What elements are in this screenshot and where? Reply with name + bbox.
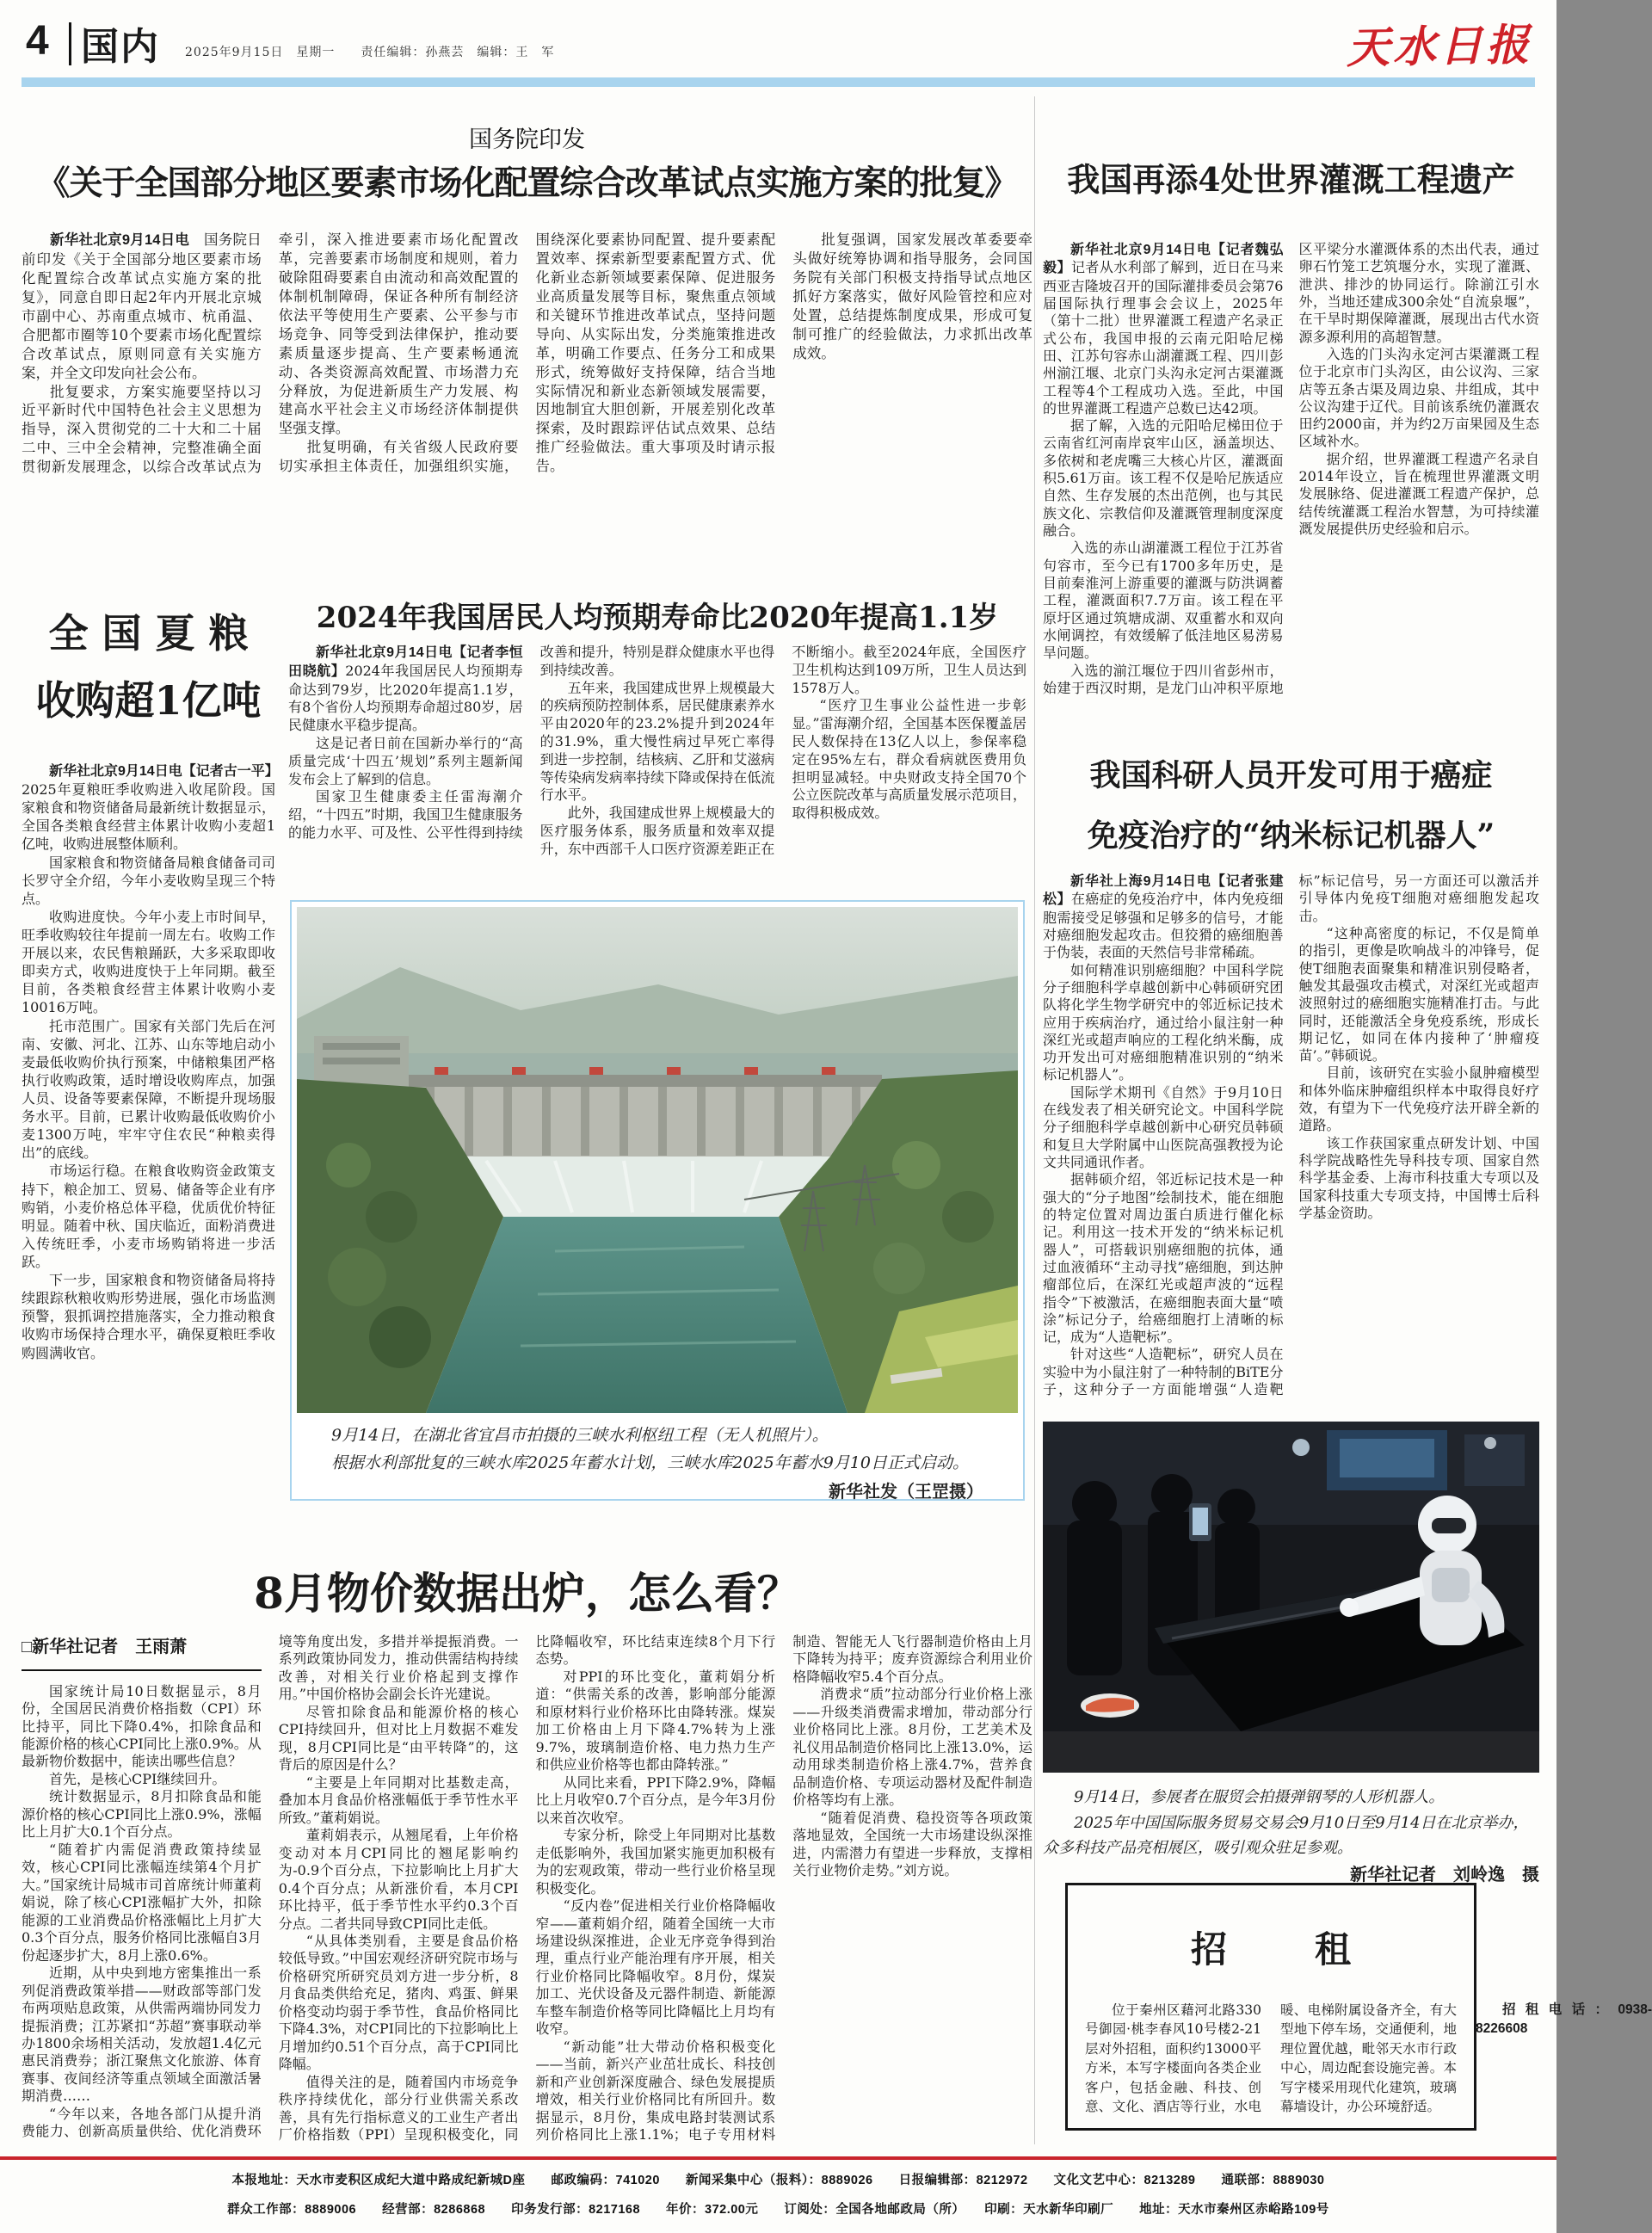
cpi-story-body <box>22 1633 1032 2150</box>
paragraph: “医疗卫生事业公益性进一步彰显。”雷海潮介绍，全国基本医保覆盖居民人数保持在13亿人以上，参保率稳定在95%左右，群众看病就医费用负担明显减轻。中央财政支持全国70个公立医院改革与高质量发展示范项目，取得积极成效。 <box>792 697 1026 822</box>
paragraph: “新动能”壮大带动价格积极变化——当前，新兴产业茁壮成长、科技创新和产业创新深度融合、绿色发展提质增效，相关行业价格同比有所回升。数据显示，8月份，集成电路封装测试系列价格同比上涨1.1%；电子专用材料制造、智能无人飞行器制造价格由上月下降转为持平；废弃资源综合利用业价格降幅收窄5.4个百分点。 <box>535 1633 1032 2144</box>
paragraph: 消费求“质”拉动部分行业价格上涨——升级类消费需求增加，带动部分行业价格同比上涨。8月份，工艺美术及礼仪用品制造价格同比上涨13.0%，运动用球类制造价格上涨4.7%，营养食品制造价格、专项运动器材及配件制造价格等均有上涨。 <box>792 1686 1032 1809</box>
footer-line1: 本报地址：天水市麦积区成纪大道中路成纪新城D座 邮政编码：741020 新闻采集中心（报料）：8889026 日报编辑部：8212972 文化文艺中心：8213289 通联部：8889030 <box>231 2174 1325 2187</box>
nano-headline-line2: 免疫治疗的“纳米标记机器人” <box>1087 817 1495 854</box>
paragraph: “主要是上年同期对比基数走高，叠加本月食品价格涨幅低于季节性水平所致。”董莉娟说。 <box>278 1773 519 1826</box>
paragraph: 董莉娟表示，从翘尾看，上年价格变动对本月CPI同比的翘尾影响约为-0.9个百分点，下拉影响比上月扩大0.4个百分点；从新涨价看，本月CPI环比持平，低于季节性水平约0.3个百分点。二者共同导致CPI同比走低。 <box>278 1827 519 1932</box>
column-rule <box>1034 96 1035 2144</box>
paragraph: 新华社上海9月14日电【记者张建松】在癌症的免疫治疗中，体内免疫细胞需接受足够强和足够多的信号，才能对癌细胞发起攻击。但狡猾的癌细胞善于伪装，表面的天然信号非常稀疏。 <box>1043 874 1284 961</box>
masthead-logo: 天水日报 <box>1346 19 1533 73</box>
paragraph: “从具体类别看，主要是食品价格较低导致。”中国宏观经济研究院市场与价格研究所研究员刘方进一步分析，8月食品类供给充足，猪肉、鸡蛋、鲜果价格变动均弱于季节性，食品价格同比下降4.3%，对CPI同比的下拉影响比上月增加约0.51个百分点，高于CPI同比降幅。 <box>278 1932 519 2073</box>
paragraph: “随着促消费、稳投资等各项政策落地显效，全国统一大市场建设纵深推进，内需潜力有望进一步释放，支撑相关行业物价走势。”刘方说。 <box>792 1809 1032 1879</box>
robot-photo-caption <box>1043 1785 1539 1890</box>
paragraph: 位于秦州区藉河北路330号御园·桃李春风10号楼2-21层对外招租，面积约13000平方米，本写字楼面向各类企业客户，包括金融、科技、创意、文化、酒店等行业，水电暖、电梯附属设备齐全，有大型地下停车场，交通便利，地理位置优越，毗邻天水市行政中心，周边配套设施完善。本写字楼采用现代化建筑，玻璃幕墙设计，办公环境舒适。 <box>1085 2002 1457 2115</box>
paragraph: 专家分析，除受上年同期对比基数走低影响外，我国加紧实施更加积极有为的宏观政策，带动一些行业价格呈现积极变化。 <box>535 1827 776 1897</box>
caption-text: 根据水利部批复的三峡水库2025年蓄水计划，三峡水库2025年蓄水9月10日正式启动。 <box>331 1453 969 1473</box>
paragraph: 入选的赤山湖灌溉工程位于江苏省句容市，至今已有1700多年历史，是目前秦淮河上游重要的灌溉与防洪调蓄工程，灌溉面积7.7万亩。该工程在平原圩区通过筑塘成湖、双重蓄水和双向水闸调控，有效缓解了低洼地区易涝易旱问题。 <box>1043 540 1284 662</box>
paragraph: “这种高密度的标记，不仅是简单的指引，更像是吹响战斗的冲锋号，促使T细胞表面聚集和精准识别侵略者，触发其最强攻击模式，对深红光或超声波照射过的癌细胞实施精准打击。与此同时，还能激活全身免疫系统，形成长期记忆，如同在体内接种了‘肿瘤疫苗’。”韩硕说。 <box>1298 924 1539 1064</box>
paragraph: 批复要求，方案实施要坚持以习近平新时代中国特色社会主义思想为指导，深入贯彻党的二十大和二十届二中、三中全会精神，完整准确全面贯彻新发展理念，以综合改革试点为牵引，深入推进要素市场化配置改革，完善要素市场制度和规则，着力破除阻碍要素自由流动和高效配置的体制机制障碍，保证各种所有制经济依法平等使用生产要素、公平参与市场竞争、同等受到法律保护，推动要素质量逐步提高、生产要素畅通流动、各类资源高效配置、市场潜力充分释放，为促进新质生产力发展、构建高水平社会主义市场经济体制提供坚强支撑。 <box>22 231 519 476</box>
caption-text: 2025年中国国际服务贸易交易会9月10日至9月14日在北京举办，众多科技产品亮相展区，吸引观众驻足参观。 <box>1043 1813 1529 1858</box>
header-divider <box>69 22 71 65</box>
irrigation-story-body <box>1043 241 1539 714</box>
header-dateline: 2025年9月15日 星期一 责任编辑：孙燕芸 编辑：王 军 <box>185 46 555 59</box>
paragraph: 新华社北京9月14日电【记者古一平】2025年夏粮旺季收购进入收尾阶段。国家粮食和物资储备局最新统计数据显示，全国各类粮食经营主体累计收购小麦超1亿吨，收购进展整体顺利。 <box>22 764 279 853</box>
page-number: 4 <box>26 18 49 64</box>
paragraph: 对PPI的环比变化，董莉娟分析道：“供需关系的改善，影响部分能源和原材料行业价格环比由降转涨。煤炭加工价格由上月下降4.7%转为上涨9.7%，玻璃制造价格、电力热力生产和供应业价格等也都由降转涨。” <box>535 1668 776 1773</box>
paragraph: 托市范围广。国家有关部门先后在河南、安徽、河北、江苏、山东等地启动小麦最低收购价执行预案，中储粮集团严格执行收购政策，适时增设收购库点，加强人员、设备等要素保障，不断提升现场服务水平。目前，已累计收购最低收购价小麦1300万吨，牢牢守住农民“种粮卖得出”的底线。 <box>22 1017 275 1162</box>
paragraph: 入选的湔江堰位于四川省彭州市，始建于西汉时期，是龙门山冲积平原地区平梁分水灌溉体系的杰出代表，通过卵石竹笼工艺筑堰分水，实现了灌溉、泄洪、排沙的协同运行。除湔江引水外，当地还建成300余处“自流泉堰”，在干旱时期保障灌溉，展现出古代水资源多源利用的高超智慧。 <box>1043 241 1539 696</box>
irrigation-story-headline: 我国再添4处世界灌溉工程遗产 <box>1067 160 1515 199</box>
grain-story-headline-line2: 收购超1亿吨 <box>35 677 262 724</box>
paragraph: 统计数据显示，8月扣除食品和能源价格的核心CPI同比上涨0.9%，涨幅比上月扩大0.1个百分点。 <box>22 1788 262 1841</box>
paragraph: “反内卷”促进相关行业价格降幅收窄——董莉娟介绍，随着全国统一大市场建设纵深推进，企业无序竞争得到治理，重点行业产能治理有序开展，相关行业价格同比降幅收窄。8月份，煤炭加工、光伏设备及元器件制造、新能源车整车制造价格等同比降幅比上月均有收窄。 <box>535 1897 776 2038</box>
three-gorges-caption <box>292 1413 1023 1502</box>
paragraph: 收购进度快。今年小麦上市时间早，旺季收购较往年提前一周左右。收购工作开展以来，农民售粮踊跃，大多采取即收即卖方式，收购进度快于上年同期。截至目前，各类粮食经营主体累计收购小麦10016万吨。 <box>22 908 275 1016</box>
paragraph: 值得关注的是，随着国内市场竞争秩序持续优化，部分行业供需关系改善，具有先行指标意义的工业生产者出厂价格指数（PPI）呈现积极变化，同比降幅收窄，环比结束连续8个月下行态势。 <box>278 1633 776 2144</box>
paragraph: 招租电话：0938-8226608 <box>1476 2002 1652 2037</box>
caption-line <box>331 1449 983 1502</box>
paragraph: 据韩硕介绍，邻近标记技术是一种强大的“分子地图”绘制技术，能在细胞的特定位置对周边蛋白质进行催化标记。利用这一技术开发的“纳米标记机器人”，可搭载识别癌细胞的抗体，通过血液循环“主动寻找”癌细胞，到达肿瘤部位后，在深红光或超声波的“远程指令”下被激活，在癌细胞表面大量“喷涂”标记分子，给癌细胞打上清晰的标记，成为“人造靶标”。 <box>1043 1171 1284 1346</box>
nano-headline-line1: 我国科研人员开发可用于癌症 <box>1089 757 1493 793</box>
paragraph: 批复强调，国家发展改革委要牵头做好统筹协调和指导服务，会同国务院有关部门积极支持指导试点地区抓好方案落实，做好风险管控和应对处置，总结提炼制度成果，形成可复制可推广的经验做法，力求抓出改革成效。 <box>792 231 1032 361</box>
paragraph: 新华社北京9月14日电 国务院日前印发《关于全国部分地区要素市场化配置综合改革试点实施方案的批复》，同意自即日起2年内开展北京城市副中心、苏南重点城市、杭甬温、合肥都市圈等10个要素市场化配置综合改革试点，原则同意有关实施方案，并全文印发向社会公布。 <box>22 231 262 381</box>
paragraph: “今年以来，各地各部门从提升消费能力、创新高质量供给、优化消费环境等角度出发，多措并举提振消费。一系列政策协同发力，推动供需结构持续改善，对相关行业价格起到支撑作用。”中国价格协会副会长许光建说。 <box>22 1633 519 2140</box>
grain-story-body <box>22 762 279 1414</box>
paragraph: 批复明确，有关省级人民政府要切实承担主体责任，加强组织实施，围绕深化要素协同配置、提升要素配置效率、探索新型要素配置方式、优化新业态新领域要素保障、促进服务业高质量发展等目标，聚焦重点领域和关键环节推进改革试点，坚持问题导向、从实际出发，分类施策推进改革，明确工作要点、任务分工和成果形式，统筹做好支持保障，结合当地实际情况和新业态新领域发展需要，因地制宜大胆创新，开展差别化改革探索，及时跟踪评估试点效果、总结推广经验做法。重大事项及时请示报告。 <box>278 231 776 475</box>
paragraph: 首先，是核心CPI继续回升。 <box>49 1770 226 1787</box>
paragraph: 此外，我国建成世界上规模最大的医疗服务体系，服务质量和效率双提升，东中西部千人口医疗资源差距正在不断缩小。截至2024年底，全国医疗卫生机构达到109万所，卫生人员达到1578万人。 <box>539 644 1026 857</box>
paragraph: 国际学术期刊《自然》于9月10日在线发表了相关研究论文。中国科学院分子细胞科学卓越创新中心研究员韩硕和复旦大学附属中山医院高强教授为论文共同通讯作者。 <box>1043 1083 1284 1170</box>
nano-story-body <box>1043 873 1539 1413</box>
paragraph: 市场运行稳。在粮食收购资金政策支持下，粮企加工、贸易、储备等企业有序购销，小麦价格总体平稳，优质优价特征明显。随着中秋、国庆临近，面粉消费进入传统旺季，小麦市场购销将进一步活跃。 <box>22 1163 275 1270</box>
life-story-headline: 2024年我国居民人均预期寿命比2020年提高1.1岁 <box>316 601 999 635</box>
paragraph: 这是记者日前在国新办举行的“高质量完成‘十四五’规划”系列主题新闻发布会上了解到的信息。 <box>288 734 523 787</box>
paragraph: 新华社北京9月14日电【记者魏弘毅】记者从水利部了解到，近日在马来西亚吉隆坡召开的国际灌排委员会第76届国际执行理事会会议上，2025年（第十二批）世界灌溉工程遗产名录正式公布，我国申报的云南元阳哈尼梯田、江苏句容赤山湖灌溉工程、四川彭州湔江堰、北京门头沟永定河古渠灌溉工程等4个工程成功入选。至此，中国的世界灌溉工程遗产总数已达42项。 <box>1043 243 1284 416</box>
caption-line: 9月14日，参展者在服贸会拍摄弹钢琴的人形机器人。 <box>1074 1788 1445 1806</box>
caption-line <box>1043 1810 1539 1885</box>
paragraph: 据了解，入选的元阳哈尼梯田位于云南省红河南岸哀牢山区，涵盖坝达、多依树和老虎嘴三大核心片区，灌溉面积5.61万亩。该工程不仅是哈尼族适应自然、生存发展的杰出范例，也与其民族文化、宗教信仰及灌溉管理制度深度融合。 <box>1043 417 1284 539</box>
paragraph: 针对这些“人造靶标”，研究人员在实验中为小鼠注射了一种特制的BiTE分子，这种分子一方面能增强“人造靶标”标记信号，另一方面还可以激活并引导体内免疫T细胞对癌细胞发起攻击。 <box>1043 873 1539 1398</box>
cpi-story-headline: 8月物价数据出炉，怎么看？ <box>254 1568 800 1619</box>
paragraph: 入选的门头沟永定河古渠灌溉工程位于北京市门头沟区，由公议沟、三家店等五条古渠及周边泉、井组成，其中公议沟建于辽代。目前该系统仍灌溉农田约2000亩，并为约2万亩果园及生态区域补水。 <box>1298 345 1539 450</box>
robot-photo <box>1043 1422 1539 1773</box>
robot-photo-image <box>1043 1422 1539 1773</box>
lead-story-headline: 《关于全国部分地区要素市场化配置综合改革试点实施方案的批复》 <box>36 165 1018 202</box>
paragraph: 据介绍，世界灌溉工程遗产名录自2014年设立，旨在梳理世界灌溉文明发展脉络、促进灌溉工程遗产保护，总结传统灌溉工程治水智慧，为可持续灌溉发展提供历史经验和启示。 <box>1298 450 1539 537</box>
paragraph: 目前，该研究在实验小鼠肿瘤模型和体外临床肿瘤组织样本中取得良好疗效，有望为下一代免疫疗法开辟全新的道路。 <box>1298 1064 1539 1134</box>
life-story-body <box>288 644 1026 876</box>
paragraph: 从同比来看，PPI下降2.9%，降幅比上月收窄0.7个百分点，是今年3月份以来首次收窄。 <box>535 1773 776 1826</box>
paragraph: 国家卫生健康委主任雷海潮介绍，“十四五”时期，我国卫生健康服务的能力水平、可及性、公平性得到持续改善和提升，特别是群众健康水平也得到持续改善。 <box>288 644 775 841</box>
paragraph: 五年来，我国建成世界上规模最大的疾病预防控制体系，居民健康素养水平由2020年的23.2%提升到2024年的31.9%，重大慢性病过早死亡率得到进一步控制，结核病、乙肝和艾滋病等传染病发病率持续下降或保持在低流行水平。 <box>539 679 775 804</box>
rental-ad-body <box>1085 2001 1652 2130</box>
three-gorges-photo-frame <box>290 900 1025 1501</box>
rental-ad-title: 招 租 <box>1190 1928 1377 1971</box>
lead-story-body <box>22 231 1032 487</box>
paragraph: 近期，从中央到地方密集推出一系列促消费政策举措——财政部等部门发布两项贴息政策，从供需两端协同发力提振消费；江苏紧扣“苏超”赛事联动举办1800余场相关活动，发放超1.4亿元惠民消费券；浙江聚焦文化旅游、体育赛事、夜间经济等重点领域全面激活暑期消费…… <box>22 1965 262 2105</box>
grain-story-headline-line1: 全国夏粮 <box>48 610 262 657</box>
lead-story-kicker: 国务院印发 <box>469 126 585 152</box>
paragraph: 新华社北京9月14日电【记者李恒 田晓航】2024年我国居民人均预期寿命达到79岁，比2020年提高1.1岁，有8个省份人均预期寿命超过80岁，居民健康水平稳步提高。 <box>288 645 537 734</box>
paragraph: 尽管扣除食品和能源价格的核心CPI持续回升，但对比上月数据不难发现，8月CPI同比是“由平转降”的，这背后的原因是什么？ <box>278 1703 519 1773</box>
paragraph: 国家统计局10日数据显示，8月份，全国居民消费价格指数（CPI）环比持平，同比下降0.4%，扣除食品和能源价格的核心CPI同比上涨0.9%。从最新物价数据中，能读出哪些信息？ <box>22 1682 262 1770</box>
robot-photo-credit: 新华社记者 刘岭逸 摄 <box>1350 1866 1539 1885</box>
cpi-byline: □新华社记者 王雨萧 <box>22 1633 262 1671</box>
header-accent-band <box>22 77 1535 87</box>
footer-accent-rule <box>0 2156 1556 2160</box>
paragraph: “随着扩内需促消费政策持续显效，核心CPI同比涨幅连续第4个月扩大。”国家统计局城市司首席统计师董莉娟说，除了核心CPI涨幅扩大外，扣除能源的工业消费品价格涨幅比上月扩大0.3个百分点，服务价格同比涨幅自3月份起逐步扩大，8月上涨0.6%。 <box>22 1841 262 1964</box>
rental-ad <box>1065 1883 1652 2131</box>
section-title: 国内 <box>81 26 160 68</box>
footer-line2: 群众工作部：8889006 经营部：8286868 印务发行部：8217168 年价：372.00元 订阅处：全国各地邮政局（所） 印刷：天水新华印刷厂 地址：天水市秦州区赤峪路109号 <box>227 2203 1329 2217</box>
paragraph: 该工作获国家重点研发计划、中国科学院战略性先导科技专项、国家自然科学基金委、上海市科技重大专项以及国家科技重大专项支持，中国博士后科学基金资助。 <box>1298 1134 1539 1221</box>
photo-credit: 新华社发（王罡摄） <box>829 1482 983 1502</box>
nano-story-headline <box>1043 745 1539 866</box>
paragraph: 国家粮食和物资储备局粮食储备司司长罗守全介绍，今年小麦收购呈现三个特点。 <box>22 854 275 907</box>
paragraph: 如何精准识别癌细胞？中国科学院分子细胞科学卓越创新中心韩硕研究团队将化学生物学研究中的邻近标记技术应用于疾病治疗，通过给小鼠注射一种深红光或超声响应的工程化纳米酶，成功开发出可对癌细胞精准识别的“纳米标记机器人”。 <box>1043 961 1284 1083</box>
three-gorges-photo <box>297 907 1018 1413</box>
paragraph: 下一步，国家粮食和物资储备局将持续跟踪秋粮收购形势进展，强化市场监测预警，狠抓调控措施落实，全力推动粮食收购市场保持合理水平，确保夏粮旺季收购圆满收官。 <box>22 1272 275 1361</box>
caption-line: 9月14日，在湖北省宜昌市拍摄的三峡水利枢纽工程（无人机照片）。 <box>331 1426 829 1445</box>
